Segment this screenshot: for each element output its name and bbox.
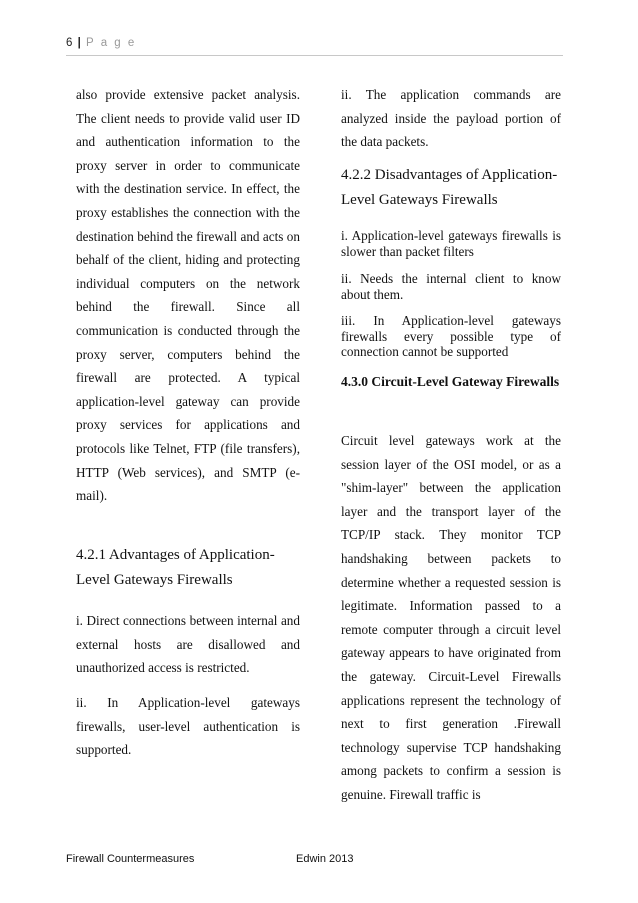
advantage-item-i: i. Direct connections between internal and external hosts are disallowed and unauthorized access is restricted. [76, 613, 300, 676]
disadvantage-item-ii: ii. Needs the internal client to know about them. [341, 271, 561, 302]
heading-circuit-title: Circuit-Level Gateway Firewalls [371, 374, 560, 389]
heading-disadvantages: 4.2.2 Disadvantages of Application-Level Gateways Firewalls [341, 167, 558, 208]
disadvantage-item-i: i. Application-level gateways firewalls is slower than packet filters [341, 228, 561, 259]
page-number: 6 [66, 37, 73, 49]
advantage-item-ii-continued: ii. The application commands are analyzed inside the payload portion of the data packets. [341, 87, 561, 150]
paragraph-circuit-level: Circuit level gateways work at the session layer of the OSI model, or as a "shim-layer" between the application layer and the transport layer of the TCP/IP stack. They monitor TCP handshaking between packets to determine whether a requested session is legitimate. Information passed to a remote computer through a circuit level gateway appears to have originated from the gateway. Circuit-Level Firewalls applications represent the technology of next to first generation .Firewall technology supervise TCP handshaking among packets to confirm a session is genuine. Firewall traffic is [341, 433, 561, 802]
paragraph-proxy: also provide extensive packet analysis. The client needs to provide valid user ID and authentication information to the proxy server in order to communicate with the destination service. In effect, the proxy establishes the connection with the destination behind the firewall and acts on behalf of the client, hiding and protecting individual computers on the network behind the firewall. Since all communication is conducted through the proxy server, computers behind the firewall are protected. A typical application-level gateway can provide proxy services for applications and protocols like Telnet, FTP (file transfers), HTTP (Web services), and SMTP (e-mail). [76, 87, 300, 504]
heading-advantages: 4.2.1 Advantages of Application-Level Gateways Firewalls [76, 547, 275, 588]
page-label: P a g e [86, 37, 137, 49]
disadvantage-item-iii: iii. In Application-level gateways firewalls every possible type of connection cannot be supported [341, 313, 561, 359]
header-rule [66, 55, 563, 56]
footer-author: Edwin 2013 [296, 853, 354, 865]
advantage-item-ii: ii. In Application-level gateways firewalls, user-level authentication is supported. [76, 695, 300, 758]
footer-title: Firewall Countermeasures [66, 853, 195, 865]
page-header [66, 37, 561, 49]
header-separator: | [77, 37, 81, 49]
heading-circuit-number: 4.3.0 [341, 374, 368, 389]
heading-circuit-level [341, 369, 561, 394]
